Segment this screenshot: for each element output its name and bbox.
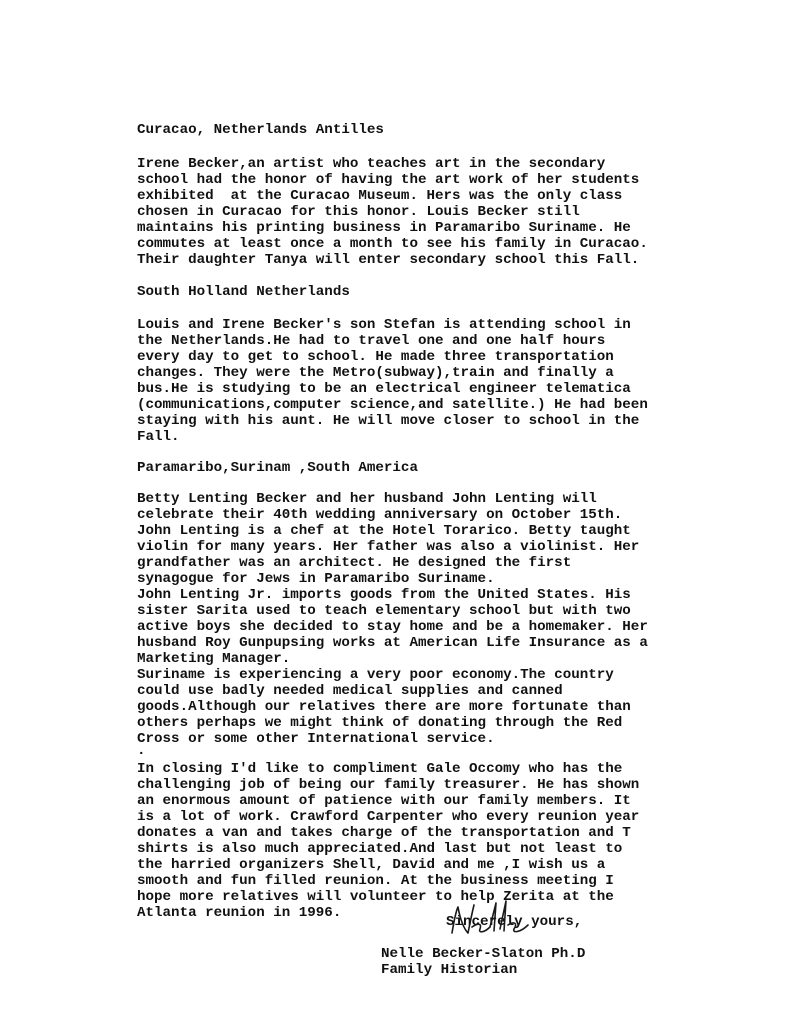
text-line: donates a van and takes charge of the transportation and T [137,825,631,841]
text-line: In closing I'd like to compliment Gale Occomy who has the [137,761,623,777]
text-line: staying with his aunt. He will move closer to school in the [137,413,640,429]
text-line: hope more relatives will volunteer to help Zerita at the [137,889,614,905]
text-line: Atlanta reunion in 1996. [137,905,342,921]
signer-name: Nelle Becker-Slaton Ph.D [381,946,586,962]
closing-salutation: Sincerely yours, [446,914,583,930]
text-line: an enormous amount of patience with our family members. It [137,793,631,809]
text-line: Their daughter Tanya will enter secondary school this Fall. [137,252,640,268]
text-line: Irene Becker,an artist who teaches art in the secondary [137,156,606,172]
text-line: exhibited at the Curacao Museum. Hers was the only class [137,188,623,204]
text-line: John Lenting Jr. imports goods from the United States. His [137,587,631,603]
signer-title: Family Historian [381,962,518,978]
text-line: maintains his printing business in Paramaribo Suriname. He [137,220,631,236]
text-line: active boys she decided to stay home and be a homemaker. Her [137,619,648,635]
text-line: challenging job of being our family treasurer. He has shown [137,777,640,793]
heading-south-holland: South Holland Netherlands [137,284,350,300]
text-line: Louis and Irene Becker's son Stefan is attending school in [137,317,631,333]
handwritten-signature [448,893,538,943]
text-line: bus.He is studying to be an electrical engineer telematica [137,381,631,397]
text-line: . [137,743,146,759]
text-line: John Lenting is a chef at the Hotel Torarico. Betty taught [137,523,631,539]
text-line: grandfather was an architect. He designed the first [137,555,572,571]
text-line: Marketing Manager. [137,651,291,667]
text-line: Suriname is experiencing a very poor economy.The country [137,667,614,683]
text-line: violin for many years. Her father was also a violinist. Her [137,539,640,555]
text-line: is a lot of work. Crawford Carpenter who every reunion year [137,809,640,825]
text-line: the harried organizers Shell, David and me ,I wish us a [137,857,606,873]
text-line: changes. They were the Metro(subway),train and finally a [137,365,614,381]
text-line: every day to get to school. He made three transportation [137,349,614,365]
text-line: smooth and fun filled reunion. At the business meeting I [137,873,614,889]
text-line: commutes at least once a month to see his family in Curacao. [137,236,648,252]
text-line: Cross or some other International service. [137,731,495,747]
heading-curacao: Curacao, Netherlands Antilles [137,122,384,138]
text-line: could use badly needed medical supplies and canned [137,683,563,699]
text-line: (communications,computer science,and satellite.) He had been [137,397,648,413]
text-line: chosen in Curacao for this honor. Louis Becker still [137,204,580,220]
text-line: celebrate their 40th wedding anniversary on October 15th. [137,507,623,523]
text-line: husband Roy Gunpupsing works at American Life Insurance as a [137,635,648,651]
text-line: synagogue for Jews in Paramaribo Suriname. [137,571,495,587]
text-line: others perhaps we might think of donating through the Red [137,715,623,731]
text-line: goods.Although our relatives there are more fortunate than [137,699,631,715]
text-line: school had the honor of having the art work of her students [137,172,640,188]
text-line: sister Sarita used to teach elementary school but with two [137,603,631,619]
text-line: shirts is also much appreciated.And last but not least to [137,841,623,857]
heading-paramaribo: Paramaribo,Surinam ,South America [137,460,418,476]
text-line: the Netherlands.He had to travel one and one half hours [137,333,606,349]
text-line: Fall. [137,429,180,445]
text-line: Betty Lenting Becker and her husband John Lenting will [137,491,597,507]
